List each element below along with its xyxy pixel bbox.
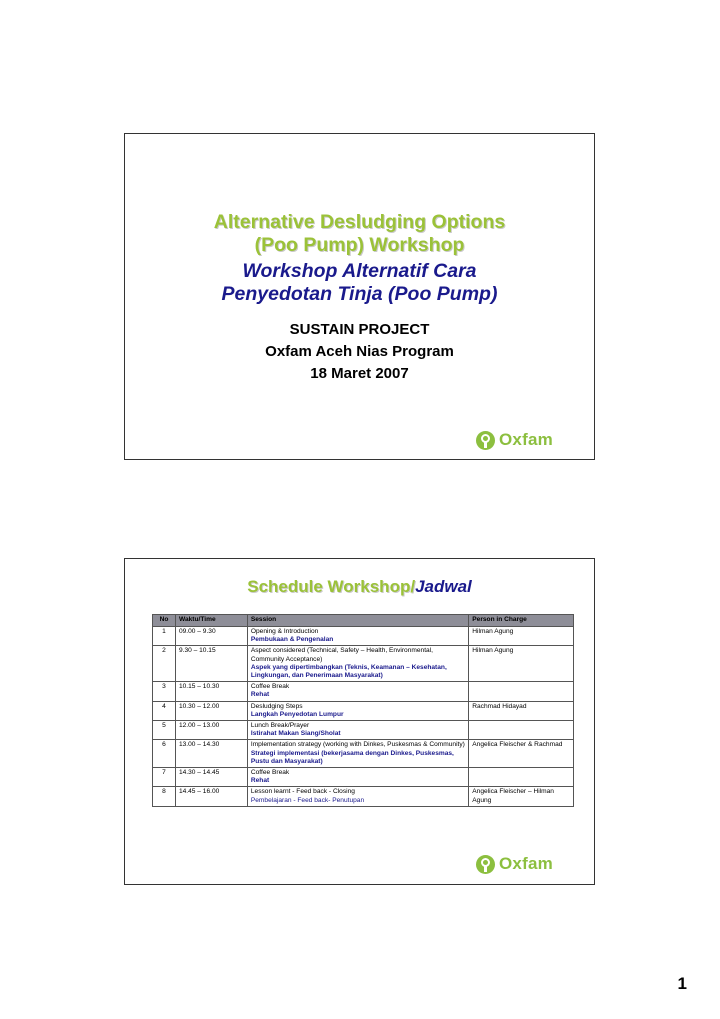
- session-id: Langkah Penyedotan Lumpur: [250, 710, 344, 718]
- row-time: 9.30 – 10.15: [175, 646, 247, 682]
- row-time: 14.30 – 14.45: [175, 768, 247, 787]
- table-row: [153, 627, 574, 646]
- session-id: Istirahat Makan Siang/Sholat: [250, 730, 341, 738]
- row-session: [247, 768, 468, 787]
- session-en: Aspect considered (Technical, Safety – Health, Environmental, Community Acceptance): [250, 647, 434, 663]
- row-pic: Hilman Agung: [469, 646, 574, 682]
- row-no: 8: [153, 787, 176, 806]
- table-row: [153, 787, 574, 806]
- session-id: Pembukaan & Pengenalan: [250, 636, 334, 644]
- row-session: [247, 787, 468, 806]
- table-row: [153, 721, 574, 740]
- table-row: [153, 701, 574, 720]
- session-id: Pembelajaran - Feed back- Penutupan: [250, 796, 365, 804]
- oxfam-logo-text: Oxfam: [499, 430, 553, 449]
- row-session: [247, 701, 468, 720]
- title-en-line2: (Poo Pump) Workshop: [254, 234, 465, 256]
- row-session: [247, 740, 468, 768]
- row-no: 5: [153, 721, 176, 740]
- schedule-title: [125, 577, 594, 597]
- row-pic: Hilman Agung: [469, 627, 574, 646]
- session-id: Aspek yang dipertimbangkan (Teknis, Keamanan – Kesehatan, Lingkungan, dan Penerimaan Masyarakat): [250, 663, 447, 680]
- row-no: 2: [153, 646, 176, 682]
- header-no: No: [153, 615, 176, 627]
- row-session: [247, 682, 468, 701]
- row-time: 10.30 – 12.00: [175, 701, 247, 720]
- row-session: [247, 721, 468, 740]
- table-header-row: [153, 615, 574, 627]
- title-en-line1: Alternative Desludging Options: [213, 211, 506, 233]
- project-name: SUSTAIN PROJECT: [289, 321, 430, 338]
- event-date: 18 Maret 2007: [310, 365, 409, 382]
- row-no: 6: [153, 740, 176, 768]
- session-id: Strategi implementasi (bekerjasama dengan Dinkes, Puskesmas, Pustu dan Masyarakat): [250, 749, 454, 765]
- row-no: 3: [153, 682, 176, 701]
- session-en: Opening & Introduction: [250, 628, 319, 635]
- oxfam-logo-icon: [476, 855, 495, 874]
- program-name: Oxfam Aceh Nias Program: [265, 343, 454, 360]
- session-en: Coffee Break: [250, 769, 290, 777]
- row-session: [247, 627, 468, 646]
- oxfam-logo: [476, 430, 553, 450]
- row-pic: Rachmad Hidayad: [469, 701, 574, 720]
- page-number: 1: [677, 974, 687, 993]
- header-time: Waktu/Time: [175, 615, 247, 627]
- row-no: 1: [153, 627, 176, 646]
- session-id: Rehat: [250, 691, 270, 699]
- table-row: [153, 740, 574, 768]
- schedule-title-id: Jadwal: [415, 577, 472, 596]
- session-en: Lunch Break/Prayer: [250, 722, 310, 730]
- oxfam-logo: [476, 854, 553, 874]
- session-en: Lesson learnt - Feed back - Closing: [250, 788, 355, 796]
- table-row: [153, 682, 574, 701]
- title-id-line2: Penyedotan Tinja (Poo Pump): [221, 283, 498, 305]
- row-pic: Angelica Fleischer & Rachmad: [469, 740, 574, 768]
- row-pic: Angelica Fleischer – Hilman Agung: [469, 787, 574, 806]
- title-id-line1: Workshop Alternatif Cara: [242, 260, 477, 282]
- header-pic: Person in Charge: [469, 615, 574, 627]
- title-slide: [124, 133, 595, 460]
- row-pic: [469, 721, 574, 740]
- schedule-title-en: Schedule Workshop/: [247, 577, 416, 596]
- schedule-table: [152, 614, 574, 807]
- schedule-slide: [124, 558, 595, 885]
- header-session: Session: [247, 615, 468, 627]
- table-row: [153, 646, 574, 682]
- table-row: [153, 768, 574, 787]
- row-time: 10.15 – 10.30: [175, 682, 247, 701]
- row-pic: [469, 682, 574, 701]
- row-pic: [469, 768, 574, 787]
- row-time: 09.00 – 9.30: [175, 627, 247, 646]
- session-en: Desludging Steps: [250, 702, 303, 710]
- row-session: [247, 646, 468, 682]
- row-time: 12.00 – 13.00: [175, 721, 247, 740]
- row-time: 14.45 – 16.00: [175, 787, 247, 806]
- session-en: Implementation strategy (working with Dinkes, Puskesmas & Community): [250, 741, 465, 749]
- row-no: 7: [153, 768, 176, 787]
- session-en: Coffee Break: [250, 683, 290, 691]
- session-id: Rehat: [250, 777, 270, 785]
- row-no: 4: [153, 701, 176, 720]
- oxfam-logo-text: Oxfam: [499, 854, 553, 873]
- oxfam-logo-icon: [476, 431, 495, 450]
- row-time: 13.00 – 14.30: [175, 740, 247, 768]
